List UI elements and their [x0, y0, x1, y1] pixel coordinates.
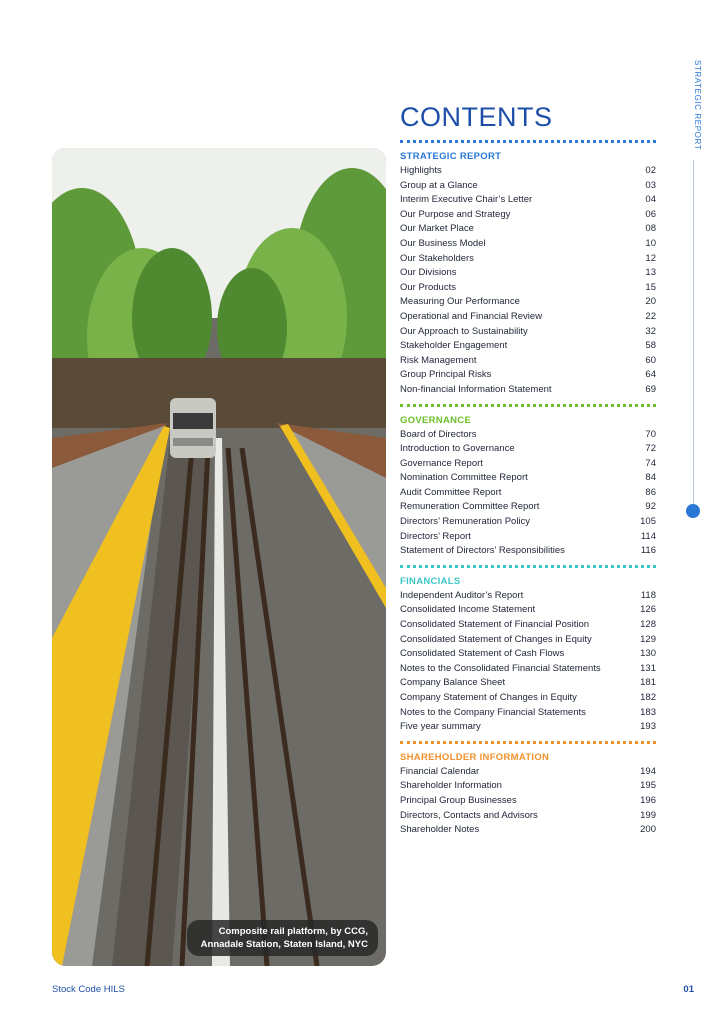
toc-entry[interactable]	[400, 442, 656, 457]
toc-entry[interactable]	[400, 515, 656, 530]
toc-entry-page: 74	[645, 457, 656, 469]
toc-entry-label: Five year summary	[400, 721, 481, 733]
toc-entry[interactable]	[400, 720, 656, 735]
toc-entry[interactable]	[400, 339, 656, 354]
toc-entry-label: Introduction to Governance	[400, 443, 515, 455]
toc-entry-label: Directors’ Remuneration Policy	[400, 516, 531, 528]
toc-entry-page: 126	[640, 604, 656, 616]
toc-entry-label: Our Purpose and Strategy	[400, 208, 511, 220]
stock-code: Stock Code HILS	[52, 984, 125, 995]
toc-entry[interactable]	[400, 237, 656, 252]
table-of-contents	[400, 140, 656, 844]
toc-entry-label: Governance Report	[400, 457, 483, 469]
toc-entry[interactable]	[400, 647, 656, 662]
toc-entry-label: Risk Management	[400, 354, 477, 366]
page-number: 01	[683, 984, 694, 995]
toc-entry-page: 32	[645, 325, 656, 337]
toc-entry-page: 72	[645, 443, 656, 455]
toc-entry[interactable]	[400, 325, 656, 340]
toc-entry-page: 92	[645, 501, 656, 513]
section-title: STRATEGIC REPORT	[400, 151, 502, 162]
toc-entry[interactable]	[400, 428, 656, 443]
toc-entry-label: Directors’ Report	[400, 530, 471, 542]
toc-entry-page: 13	[645, 267, 656, 279]
toc-entry[interactable]	[400, 310, 656, 325]
toc-entry[interactable]	[400, 823, 656, 838]
toc-entry[interactable]	[400, 222, 656, 237]
toc-entry-label: Non-financial Information Statement	[400, 383, 552, 395]
toc-entry-page: 12	[645, 252, 656, 264]
toc-entry-label: Stakeholder Engagement	[400, 340, 508, 352]
toc-entry-page: 20	[645, 296, 656, 308]
toc-entry[interactable]	[400, 530, 656, 545]
toc-entry[interactable]	[400, 662, 656, 677]
toc-entry-page: 193	[640, 721, 656, 733]
toc-entry[interactable]	[400, 779, 656, 794]
toc-entry-page: 182	[640, 692, 656, 703]
toc-entry-label: Our Business Model	[400, 237, 486, 249]
toc-entry-label: Board of Directors	[400, 428, 477, 440]
toc-entry-page: 128	[640, 619, 656, 631]
toc-entry-page: 196	[640, 794, 656, 806]
toc-entry-label: Directors, Contacts and Advisors	[400, 809, 538, 821]
toc-entry-page: 69	[645, 383, 656, 395]
toc-entry[interactable]	[400, 457, 656, 472]
side-section-label: STRATEGIC REPORT	[693, 60, 702, 151]
toc-entry[interactable]	[400, 794, 656, 809]
toc-entry-page: 200	[640, 824, 656, 836]
toc-entry-label: Nomination Committee Report	[400, 472, 528, 484]
toc-entry-label: Consolidated Statement of Changes in Equity	[400, 633, 592, 645]
toc-entry-page: 84	[645, 472, 656, 484]
toc-entry[interactable]	[400, 266, 656, 281]
toc-entry-page: 04	[645, 194, 656, 206]
side-progress-marker	[686, 504, 700, 518]
toc-entry-page: 118	[640, 589, 656, 601]
section-title: GOVERNANCE	[400, 414, 472, 426]
toc-entry[interactable]	[400, 208, 656, 223]
side-progress-line	[693, 160, 694, 512]
toc-entry-page: 131	[640, 662, 656, 674]
toc-entry[interactable]	[400, 633, 656, 648]
toc-entry[interactable]	[400, 544, 656, 559]
toc-entry-label: Company Balance Sheet	[400, 677, 506, 689]
toc-entry[interactable]	[400, 500, 656, 515]
toc-entry[interactable]	[400, 193, 656, 208]
toc-entry-label: Audit Committee Report	[400, 486, 502, 498]
toc-entry-page: 64	[645, 369, 656, 381]
toc-entry-label: Company Statement of Changes in Equity	[400, 692, 577, 703]
toc-entry-page: 130	[640, 648, 656, 660]
rail-photo-illustration	[52, 148, 386, 966]
toc-entry-page: 22	[645, 310, 656, 322]
toc-entry-page: 60	[645, 354, 656, 366]
section-divider	[400, 565, 656, 568]
rail-photo	[52, 148, 386, 966]
section-divider	[400, 741, 656, 744]
toc-entry-label: Operational and Financial Review	[400, 310, 543, 322]
toc-entry[interactable]	[400, 281, 656, 296]
toc-entry-label: Consolidated Income Statement	[400, 604, 536, 616]
toc-entry-label: Notes to the Company Financial Statements	[400, 706, 586, 718]
toc-entry[interactable]	[400, 603, 656, 618]
section-title: FINANCIALS	[400, 575, 461, 587]
toc-entry[interactable]	[400, 179, 656, 194]
toc-entry[interactable]	[400, 164, 656, 179]
toc-entry-label: Measuring Our Performance	[400, 296, 520, 308]
toc-entry-label: Shareholder Notes	[400, 824, 480, 836]
toc-entry[interactable]	[400, 809, 656, 824]
toc-entry-label: Notes to the Consolidated Financial Statements	[400, 662, 601, 674]
toc-entry[interactable]	[400, 706, 656, 721]
toc-entry-page: 08	[645, 223, 656, 235]
toc-entry[interactable]	[400, 368, 656, 383]
toc-entry-page: 181	[640, 677, 656, 689]
toc-entry-label: Financial Calendar	[400, 765, 480, 777]
toc-entry[interactable]	[400, 486, 656, 501]
section-title: SHAREHOLDER INFORMATION	[400, 751, 550, 763]
toc-entry[interactable]	[400, 252, 656, 267]
toc-entry-label: Statement of Directors’ Responsibilities	[400, 545, 565, 557]
toc-section	[400, 140, 656, 398]
toc-entry-label: Interim Executive Chair’s Letter	[400, 194, 533, 206]
toc-entry-page: 86	[645, 486, 656, 498]
toc-entry-label: Group at a Glance	[400, 179, 478, 191]
toc-entry[interactable]	[400, 471, 656, 486]
toc-entry-label: Remuneration Committee Report	[400, 501, 540, 513]
toc-entry[interactable]	[400, 691, 656, 706]
toc-entry-page: 183	[640, 706, 656, 718]
toc-entry[interactable]	[400, 589, 656, 604]
toc-entry-label: Our Approach to Sustainability	[400, 325, 528, 337]
toc-entry-page: 10	[645, 237, 656, 249]
toc-entry-page: 03	[645, 179, 656, 191]
toc-entry-label: Consolidated Statement of Cash Flows	[400, 648, 565, 660]
toc-entry[interactable]	[400, 383, 656, 398]
toc-entry[interactable]	[400, 676, 656, 691]
toc-entry[interactable]	[400, 618, 656, 633]
toc-entry-page: 195	[640, 780, 656, 792]
photo-caption-text: Composite rail platform, by CCG, Annadale Station, Staten Island, NYC	[200, 926, 368, 950]
toc-entry-page: 194	[640, 765, 656, 777]
toc-entry[interactable]	[400, 765, 656, 780]
toc-entry-page: 58	[645, 340, 656, 352]
toc-entry-label: Independent Auditor’s Report	[400, 589, 524, 601]
toc-section	[400, 741, 656, 838]
toc-entry-label: Consolidated Statement of Financial Position	[400, 619, 590, 631]
toc-entry-page: 105	[640, 516, 656, 528]
toc-entry[interactable]	[400, 354, 656, 369]
toc-entry-page: 06	[645, 208, 656, 220]
toc-entry-label: Our Market Place	[400, 223, 474, 235]
page-title: CONTENTS	[400, 102, 553, 132]
toc-entry-page: 129	[640, 633, 656, 645]
section-divider	[400, 140, 656, 143]
toc-entry-label: Our Divisions	[400, 267, 457, 279]
toc-entry-page: 02	[645, 165, 656, 176]
toc-entry-page: 15	[645, 281, 656, 293]
toc-entry-label: Highlights	[400, 165, 442, 176]
toc-section	[400, 565, 656, 735]
toc-entry-label: Our Stakeholders	[400, 252, 474, 264]
toc-entry-label: Principal Group Businesses	[400, 794, 517, 806]
toc-entry-page: 199	[640, 809, 656, 821]
toc-entry-page: 70	[645, 428, 656, 440]
toc-entry-page: 114	[640, 530, 656, 542]
toc-section	[400, 404, 656, 559]
toc-entry[interactable]	[400, 295, 656, 310]
toc-entry-label: Shareholder Information	[400, 780, 502, 792]
section-divider	[400, 404, 656, 407]
toc-entry-label: Group Principal Risks	[400, 369, 492, 381]
toc-entry-label: Our Products	[400, 281, 456, 293]
toc-entry-page: 116	[640, 545, 656, 557]
photo-caption	[187, 920, 378, 956]
